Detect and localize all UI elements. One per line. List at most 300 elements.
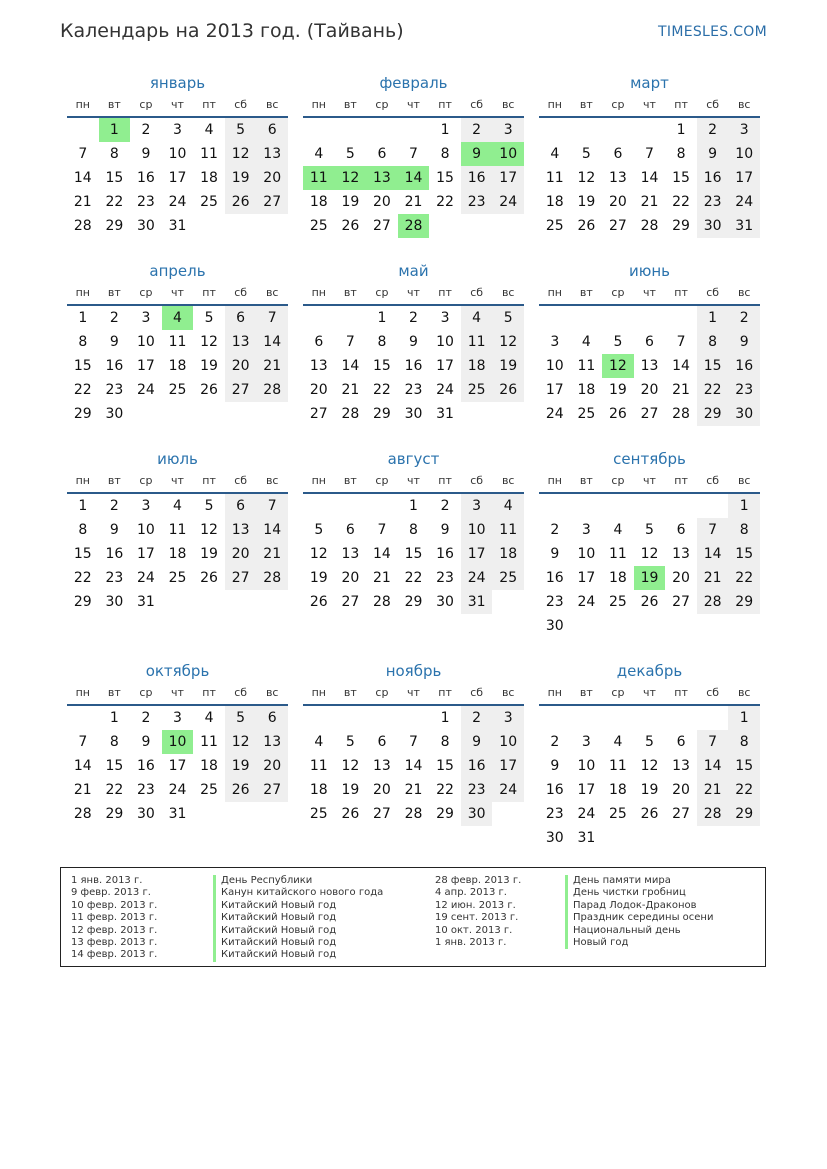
day-cell: 22 — [728, 778, 760, 802]
day-cell: 20 — [609, 194, 627, 210]
day-cell: 24 — [436, 382, 454, 398]
page-title: Календарь на 2013 год. (Тайвань) — [60, 20, 404, 42]
day-cell: 31 — [728, 214, 760, 238]
day-cell: 29 — [404, 594, 423, 610]
weekday-label: пт — [202, 286, 216, 299]
day-cell: 7 — [78, 734, 88, 750]
empty-cell — [634, 826, 666, 850]
empty-cell — [398, 118, 430, 142]
day-cell: 24 — [577, 806, 596, 822]
day-cell: 3 — [550, 334, 560, 350]
empty-cell — [256, 590, 288, 614]
empty-cell — [130, 402, 162, 426]
weekday-label: ср — [611, 474, 625, 487]
month-block — [303, 260, 524, 448]
empty-cell — [602, 826, 634, 850]
month-name: сентябрь — [613, 450, 686, 468]
day-cell: 6 — [377, 734, 387, 750]
day-cell: 25 — [492, 566, 524, 590]
day-cell: 28 — [697, 802, 729, 826]
day-cell: 5 — [581, 146, 591, 162]
empty-cell — [697, 494, 729, 518]
weekday-label: ср — [139, 98, 153, 111]
day-cell: 12 — [225, 730, 257, 754]
day-cell: 13 — [366, 166, 398, 190]
weekday-label: вт — [343, 686, 357, 699]
day-cell: 21 — [404, 782, 423, 798]
weekday-label: сб — [706, 98, 720, 111]
day-cell: 2 — [141, 710, 151, 726]
day-cell: 13 — [256, 730, 288, 754]
empty-cell — [492, 214, 524, 238]
day-cell: 7 — [697, 518, 729, 542]
day-cell: 13 — [225, 518, 257, 542]
weekday-label: вт — [579, 286, 593, 299]
day-cell: 25 — [609, 806, 627, 822]
day-cell: 8 — [728, 518, 760, 542]
empty-cell — [225, 802, 257, 826]
day-cell: 19 — [200, 358, 218, 374]
empty-cell — [256, 402, 288, 426]
day-cell: 29 — [373, 406, 391, 422]
day-cell: 15 — [697, 354, 729, 378]
month-name: май — [398, 262, 429, 280]
weekday-label: ср — [611, 286, 625, 299]
day-cell: 19 — [341, 194, 360, 210]
empty-cell — [366, 494, 398, 518]
day-cell: 17 — [545, 382, 564, 398]
weekday-label: вс — [501, 686, 515, 699]
weekday-label: сб — [470, 686, 484, 699]
day-cell: 29 — [436, 806, 454, 822]
weekday-label: пт — [674, 286, 688, 299]
day-cell: 28 — [256, 566, 288, 590]
weekday-label: пн — [75, 286, 90, 299]
day-cell: 7 — [345, 334, 355, 350]
day-cell: 24 — [492, 190, 524, 214]
day-cell: 26 — [200, 570, 218, 586]
day-cell: 14 — [640, 170, 659, 186]
day-cell: 19 — [634, 566, 666, 590]
day-cell: 6 — [613, 146, 623, 162]
day-cell: 2 — [440, 498, 450, 514]
legend-holiday-name: День Республики — [213, 875, 435, 887]
legend-dates-right — [435, 875, 565, 966]
weekday-label: вт — [107, 474, 121, 487]
weekday-label: вс — [737, 286, 751, 299]
day-cell: 10 — [137, 334, 155, 350]
empty-cell — [634, 706, 666, 730]
day-cell: 24 — [168, 194, 187, 210]
weekday-header — [303, 282, 524, 306]
day-cell: 3 — [581, 522, 591, 538]
weekday-label: пт — [438, 98, 452, 111]
day-cell: 18 — [168, 546, 187, 562]
day-cell: 10 — [577, 546, 596, 562]
weekday-label: ср — [375, 286, 389, 299]
day-cell: 23 — [545, 806, 564, 822]
day-cell: 4 — [204, 710, 214, 726]
day-cell: 5 — [345, 146, 355, 162]
day-cell: 19 — [200, 546, 218, 562]
day-cell: 21 — [73, 194, 92, 210]
day-cell: 15 — [728, 754, 760, 778]
weekday-label: сб — [470, 98, 484, 111]
day-cell: 15 — [436, 170, 454, 186]
day-cell: 11 — [545, 170, 564, 186]
day-cell: 12 — [200, 522, 218, 538]
day-cell: 20 — [341, 570, 360, 586]
day-cell: 24 — [461, 566, 493, 590]
day-cell: 15 — [105, 170, 124, 186]
day-cell: 12 — [309, 546, 328, 562]
empty-cell — [461, 402, 493, 426]
day-cell: 26 — [640, 806, 659, 822]
day-cell: 7 — [676, 334, 686, 350]
day-cell: 9 — [461, 142, 493, 166]
legend-holiday-name: Парад Лодок-Драконов — [565, 900, 761, 912]
day-cell: 13 — [256, 142, 288, 166]
day-cell: 16 — [436, 546, 454, 562]
day-cell: 3 — [492, 118, 524, 142]
day-cell: 2 — [141, 122, 151, 138]
day-cell: 9 — [550, 758, 560, 774]
day-cell: 15 — [73, 358, 92, 374]
day-cell: 25 — [309, 218, 328, 234]
day-cell: 14 — [256, 518, 288, 542]
empty-cell — [193, 802, 225, 826]
empty-cell — [571, 614, 603, 638]
day-cell: 10 — [436, 334, 454, 350]
day-cell: 27 — [373, 806, 391, 822]
day-cell: 5 — [314, 522, 324, 538]
empty-cell — [193, 214, 225, 238]
day-cell: 19 — [341, 782, 360, 798]
day-cell: 22 — [728, 566, 760, 590]
day-cell: 27 — [672, 594, 690, 610]
day-cell: 25 — [168, 570, 187, 586]
weekday-label: пн — [75, 686, 90, 699]
day-cell: 5 — [204, 310, 214, 326]
empty-cell — [602, 118, 634, 142]
weekday-label: чт — [171, 686, 184, 699]
month-block — [539, 260, 760, 448]
day-cell: 26 — [200, 382, 218, 398]
weekday-label: чт — [643, 474, 656, 487]
day-cell: 19 — [225, 166, 257, 190]
day-cell: 4 — [173, 498, 182, 514]
day-cell: 8 — [440, 146, 450, 162]
month-block — [539, 660, 760, 872]
month-block — [67, 72, 288, 260]
day-cell: 9 — [109, 522, 119, 538]
day-cell: 8 — [78, 522, 88, 538]
day-cell: 9 — [461, 730, 493, 754]
legend-names-left — [213, 875, 435, 966]
days-grid — [303, 306, 524, 426]
legend-holiday-name: Национальный день — [565, 925, 761, 937]
day-cell: 29 — [697, 402, 729, 426]
day-cell: 19 — [309, 570, 328, 586]
day-cell: 6 — [645, 334, 654, 350]
weekday-header — [67, 282, 288, 306]
day-cell: 18 — [545, 194, 564, 210]
day-cell: 8 — [109, 146, 119, 162]
day-cell: 1 — [78, 498, 88, 514]
day-cell: 15 — [728, 542, 760, 566]
day-cell: 23 — [137, 194, 155, 210]
day-cell: 7 — [409, 734, 418, 750]
day-cell: 17 — [577, 782, 596, 798]
weekday-label: пт — [438, 286, 452, 299]
month-name: ноябрь — [385, 662, 442, 680]
day-cell: 6 — [345, 522, 355, 538]
day-cell: 7 — [256, 306, 288, 330]
day-cell: 22 — [105, 194, 124, 210]
day-cell: 17 — [577, 570, 596, 586]
day-cell: 22 — [697, 378, 729, 402]
weekday-label: чт — [171, 286, 184, 299]
weekday-label: чт — [171, 98, 184, 111]
day-cell: 28 — [341, 406, 360, 422]
weekday-label: пн — [75, 474, 90, 487]
day-cell: 31 — [168, 218, 187, 234]
empty-cell — [728, 614, 760, 638]
day-cell: 27 — [309, 406, 328, 422]
day-cell: 28 — [256, 378, 288, 402]
day-cell: 13 — [640, 358, 659, 374]
day-cell: 28 — [640, 218, 659, 234]
day-cell: 9 — [728, 330, 760, 354]
day-cell: 16 — [105, 546, 124, 562]
weekday-header — [539, 94, 760, 118]
day-cell: 23 — [728, 378, 760, 402]
day-cell: 3 — [173, 710, 182, 726]
weekday-label: ср — [375, 98, 389, 111]
day-cell: 20 — [256, 166, 288, 190]
day-cell: 3 — [141, 310, 151, 326]
day-cell: 20 — [309, 382, 328, 398]
day-cell: 25 — [577, 406, 596, 422]
day-cell: 25 — [200, 782, 218, 798]
empty-cell — [256, 214, 288, 238]
day-cell: 17 — [137, 358, 155, 374]
day-cell: 22 — [672, 194, 690, 210]
day-cell: 26 — [577, 218, 596, 234]
day-cell: 17 — [436, 358, 454, 374]
day-cell: 21 — [404, 194, 423, 210]
legend-holiday-name: Праздник середины осени — [565, 912, 761, 924]
day-cell: 4 — [314, 146, 324, 162]
empty-cell — [429, 214, 461, 238]
weekday-label: чт — [643, 286, 656, 299]
month-block — [67, 660, 288, 872]
empty-cell — [571, 118, 603, 142]
day-cell: 26 — [225, 778, 257, 802]
day-cell: 19 — [640, 782, 659, 798]
day-cell: 12 — [335, 166, 367, 190]
legend-holiday-name: Китайский Новый год — [213, 949, 435, 961]
weekday-label: вт — [107, 686, 121, 699]
weekday-label: вс — [265, 98, 279, 111]
legend-date: 10 февр. 2013 г. — [71, 899, 158, 911]
weekday-label: чт — [407, 286, 420, 299]
day-cell: 16 — [137, 758, 155, 774]
day-cell: 17 — [168, 758, 187, 774]
day-cell: 27 — [225, 378, 257, 402]
day-cell: 20 — [225, 542, 257, 566]
day-cell: 28 — [398, 214, 430, 238]
day-cell: 17 — [492, 166, 524, 190]
legend-holiday-name: День памяти мира — [565, 875, 761, 887]
weekday-label: пт — [674, 474, 688, 487]
legend-date: 9 февр. 2013 г. — [71, 887, 151, 899]
day-cell: 23 — [137, 782, 155, 798]
day-cell: 11 — [303, 166, 335, 190]
weekday-label: вс — [737, 474, 751, 487]
weekday-label: пн — [547, 286, 562, 299]
day-cell: 6 — [676, 522, 686, 538]
site-link[interactable]: TIMESLES.COM — [658, 24, 767, 40]
day-cell: 12 — [341, 758, 360, 774]
days-grid — [67, 494, 288, 614]
day-cell: 10 — [461, 518, 493, 542]
empty-cell — [665, 826, 697, 850]
month-name: декабрь — [616, 662, 683, 680]
legend-date: 28 февр. 2013 г. — [435, 875, 522, 886]
day-cell: 9 — [440, 522, 450, 538]
legend-date: 12 июн. 2013 г. — [435, 899, 516, 911]
empty-cell — [492, 802, 524, 826]
empty-cell — [634, 306, 666, 330]
weekday-label: чт — [171, 474, 184, 487]
day-cell: 1 — [377, 310, 387, 326]
day-cell: 17 — [492, 754, 524, 778]
day-cell: 19 — [492, 354, 524, 378]
day-cell: 30 — [105, 406, 124, 422]
empty-cell — [634, 118, 666, 142]
day-cell: 14 — [697, 542, 729, 566]
empty-cell — [193, 402, 225, 426]
weekday-label: чт — [643, 686, 656, 699]
weekday-label: вс — [737, 686, 751, 699]
day-cell: 22 — [73, 570, 92, 586]
day-cell: 22 — [436, 782, 454, 798]
weekday-label: ср — [611, 98, 625, 111]
day-cell: 6 — [377, 146, 387, 162]
day-cell: 24 — [168, 782, 187, 798]
empty-cell — [697, 614, 729, 638]
legend-holiday-name: Китайский Новый год — [213, 925, 435, 937]
day-cell: 23 — [461, 778, 493, 802]
weekday-label: пн — [311, 286, 326, 299]
month-name: февраль — [379, 74, 448, 92]
day-cell: 4 — [461, 306, 493, 330]
day-cell: 13 — [373, 758, 391, 774]
weekday-label: пн — [311, 474, 326, 487]
day-cell: 19 — [577, 194, 596, 210]
weekday-label: пт — [438, 474, 452, 487]
day-cell: 31 — [461, 590, 493, 614]
month-block — [303, 448, 524, 660]
day-cell: 15 — [436, 758, 454, 774]
day-cell: 18 — [200, 758, 218, 774]
day-cell: 23 — [461, 190, 493, 214]
day-cell: 1 — [697, 306, 729, 330]
legend-names-right — [565, 875, 761, 966]
empty-cell — [539, 118, 571, 142]
day-cell: 10 — [728, 142, 760, 166]
day-cell: 18 — [461, 354, 493, 378]
weekday-label: пн — [547, 686, 562, 699]
day-cell: 30 — [404, 406, 423, 422]
days-grid — [539, 494, 760, 638]
day-cell: 24 — [545, 406, 564, 422]
day-cell: 17 — [137, 546, 155, 562]
day-cell: 26 — [309, 594, 328, 610]
day-cell: 6 — [676, 734, 686, 750]
day-cell: 16 — [461, 166, 493, 190]
day-cell: 10 — [492, 142, 524, 166]
weekday-label: вс — [501, 286, 515, 299]
empty-cell — [728, 826, 760, 850]
day-cell: 30 — [545, 830, 564, 846]
day-cell: 5 — [225, 118, 257, 142]
empty-cell — [193, 590, 225, 614]
day-cell: 11 — [309, 758, 328, 774]
day-cell: 30 — [436, 594, 454, 610]
day-cell: 29 — [73, 594, 92, 610]
day-cell: 20 — [672, 782, 690, 798]
day-cell: 16 — [404, 358, 423, 374]
day-cell: 23 — [105, 382, 124, 398]
day-cell: 21 — [640, 194, 659, 210]
day-cell: 21 — [73, 782, 92, 798]
legend-date: 19 сент. 2013 г. — [435, 912, 519, 924]
day-cell: 12 — [492, 330, 524, 354]
legend-dates-left — [71, 875, 213, 966]
day-cell: 14 — [73, 758, 92, 774]
day-cell: 8 — [409, 522, 418, 538]
month-block — [303, 660, 524, 872]
weekday-label: вт — [107, 286, 121, 299]
weekday-label: ср — [375, 474, 389, 487]
day-cell: 1 — [99, 118, 131, 142]
day-cell: 21 — [697, 778, 729, 802]
day-cell: 13 — [672, 758, 690, 774]
weekday-label: вс — [501, 98, 515, 111]
empty-cell — [571, 306, 603, 330]
day-cell: 11 — [168, 334, 187, 350]
legend-date: 4 апр. 2013 г. — [435, 887, 507, 899]
day-cell: 5 — [645, 734, 654, 750]
day-cell: 28 — [373, 594, 391, 610]
day-cell: 8 — [728, 730, 760, 754]
day-cell: 20 — [225, 354, 257, 378]
day-cell: 25 — [309, 806, 328, 822]
day-cell: 8 — [697, 330, 729, 354]
day-cell: 11 — [168, 522, 187, 538]
day-cell: 2 — [109, 498, 119, 514]
day-cell: 27 — [256, 190, 288, 214]
day-cell: 17 — [168, 170, 187, 186]
legend-holiday-name: Китайский Новый год — [213, 912, 435, 924]
day-cell: 11 — [609, 546, 627, 562]
day-cell: 20 — [640, 382, 659, 398]
day-cell: 8 — [440, 734, 450, 750]
weekday-label: пт — [674, 686, 688, 699]
weekday-header — [303, 682, 524, 706]
